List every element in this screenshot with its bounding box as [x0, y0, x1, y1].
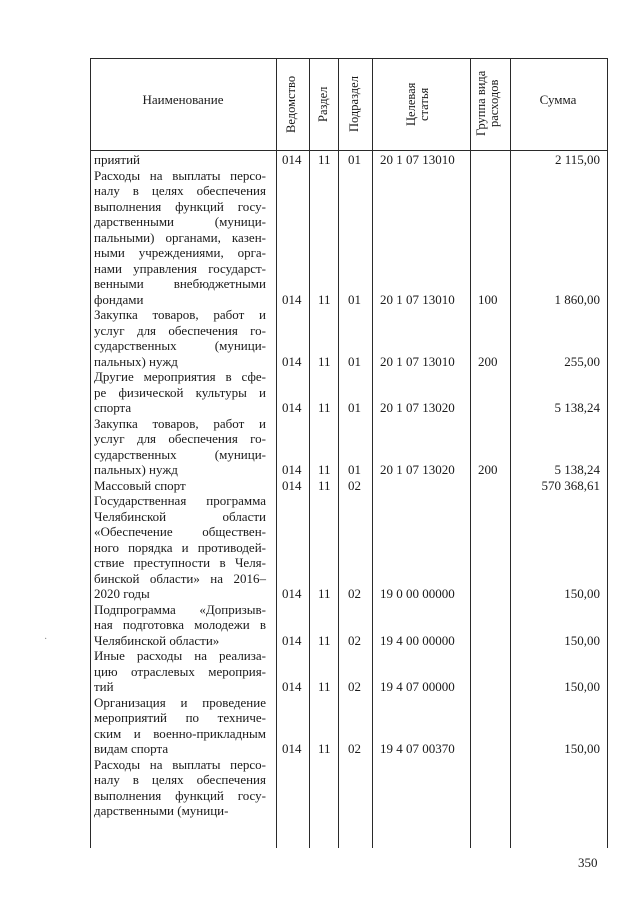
col-border-left — [90, 58, 91, 848]
subsection-cell: 01 — [348, 462, 361, 477]
col-border-subsection — [372, 58, 373, 848]
row-name-line: выполнения функций госу- — [94, 787, 266, 803]
department-cell: 014 — [282, 586, 302, 601]
col-border-department — [309, 58, 310, 848]
row-name-cell — [94, 307, 266, 369]
row-name-line: пальных) нужд — [94, 462, 178, 477]
target-article-cell: 19 4 07 00000 — [380, 679, 455, 694]
section-cell: 11 — [318, 291, 331, 307]
amount-cell: 255,00 — [564, 353, 600, 369]
col-border-target — [470, 58, 471, 848]
target-article-cell: 20 1 07 13010 — [380, 152, 455, 167]
row-name-cell — [94, 648, 266, 695]
target-article-cell: 20 1 07 13020 — [380, 462, 455, 477]
amount-cell: 150,00 — [564, 586, 600, 601]
row-name-line: видам спорта — [94, 741, 169, 756]
row-name-line: цию отраслевых мероприя- — [94, 663, 266, 679]
row-name-cell — [94, 416, 266, 478]
row-name-line: «Обеспечение обществен- — [94, 524, 266, 539]
row-name-cell — [94, 602, 266, 649]
department-cell: 014 — [282, 400, 302, 415]
row-name-line: дарственными (муници- — [94, 214, 266, 229]
department-cell: 014 — [282, 291, 302, 307]
section-cell: 11 — [318, 353, 331, 369]
row-name-cell — [94, 168, 266, 308]
row-name-line: мероприятий по техниче- — [94, 710, 266, 725]
row-name-line: приятий — [94, 152, 140, 167]
subsection-cell: 02 — [348, 679, 361, 694]
row-name-line: сударственных (муници- — [94, 338, 266, 353]
amount-cell: 570 368,61 — [541, 477, 600, 493]
header-department: Ведомство — [284, 75, 298, 133]
row-name-line: услуг для обеспечения го- — [94, 322, 266, 338]
row-name-line: ским и военно-прикладным — [94, 725, 266, 741]
row-name-line: венными внебюджетными — [94, 276, 266, 291]
row-name-cell — [94, 152, 266, 168]
section-cell: 11 — [318, 632, 331, 648]
section-cell: 11 — [318, 586, 331, 601]
row-name-line: Государственная программа — [94, 493, 266, 508]
amount-cell: 150,00 — [564, 679, 600, 694]
amount-cell: 5 138,24 — [554, 400, 600, 415]
department-cell: 014 — [282, 741, 302, 756]
header-amount: Сумма — [539, 92, 577, 107]
header-section: Раздел — [316, 86, 330, 122]
col-border-name — [276, 58, 277, 848]
department-cell: 014 — [282, 679, 302, 694]
department-cell: 014 — [282, 477, 302, 493]
expense-group-cell: 200 — [478, 462, 498, 477]
row-name-line: дарственными (муници- — [94, 803, 229, 818]
subsection-cell: 01 — [348, 291, 361, 307]
row-name-line: спорта — [94, 400, 132, 415]
target-article-cell: 20 1 07 13010 — [380, 353, 455, 369]
row-name-line: пальными) органами, казен- — [94, 229, 266, 245]
header-expense-group — [475, 60, 505, 146]
row-name-cell — [94, 369, 266, 416]
page-number: 350 — [578, 855, 598, 870]
target-article-cell: 20 1 07 13010 — [380, 291, 455, 307]
expense-group-cell: 200 — [478, 353, 498, 369]
row-name-line: ная подготовка молодежи в — [94, 617, 266, 632]
col-border-right — [607, 58, 608, 848]
row-name-line: пальных) нужд — [94, 353, 178, 369]
department-cell: 014 — [282, 632, 302, 648]
row-name-line: Организация и проведение — [94, 694, 266, 710]
amount-cell: 2 115,00 — [554, 152, 600, 167]
row-name-line: Массовый спорт — [94, 477, 186, 493]
row-name-line: фондами — [94, 291, 144, 307]
row-name-line: ствие преступности в Челя- — [94, 555, 266, 570]
row-name-line: 2020 годы — [94, 586, 150, 601]
section-cell: 11 — [318, 400, 331, 415]
row-name-line: выполнения функций госу- — [94, 198, 266, 214]
department-cell: 014 — [282, 353, 302, 369]
row-name-line: ными учреждениями, орга- — [94, 245, 266, 260]
row-name-cell — [94, 478, 266, 494]
subsection-cell: 01 — [348, 353, 361, 369]
department-cell: 014 — [282, 152, 302, 167]
row-name-line: тий — [94, 679, 114, 694]
subsection-cell: 01 — [348, 400, 361, 415]
row-name-line: сударственных (муници- — [94, 446, 266, 462]
row-name-cell — [94, 695, 266, 757]
header-subsection: Подраздел — [347, 76, 361, 132]
amount-cell: 1 860,00 — [554, 291, 600, 307]
section-cell: 11 — [318, 741, 331, 756]
subsection-cell: 02 — [348, 741, 361, 756]
row-name-line: ре физической культуры и — [94, 384, 266, 400]
row-name-line: Расходы на выплаты персо- — [94, 167, 266, 183]
header-bottom-border — [90, 150, 608, 151]
row-name-line: бинской области» на 2016– — [94, 570, 266, 586]
amount-cell: 5 138,24 — [554, 462, 600, 477]
expense-group-cell: 100 — [478, 291, 498, 307]
amount-cell: 150,00 — [564, 632, 600, 648]
row-name-line: Закупка товаров, работ и — [94, 415, 266, 431]
row-name-line: ного порядка и противодей- — [94, 539, 266, 555]
header-name: Наименование — [142, 92, 224, 107]
subsection-cell: 02 — [348, 632, 361, 648]
row-name-cell — [94, 757, 266, 819]
subsection-cell: 02 — [348, 477, 361, 493]
header-target-article — [405, 66, 435, 142]
row-name-line: услуг для обеспечения го- — [94, 431, 266, 446]
row-name-line: Закупка товаров, работ и — [94, 307, 266, 322]
row-name-line: Другие мероприятия в сфе- — [94, 369, 266, 384]
margin-mark: · — [44, 634, 48, 645]
row-name-line: налу в целях обеспечения — [94, 183, 266, 198]
table-top-border — [90, 58, 608, 59]
amount-cell: 150,00 — [564, 741, 600, 756]
section-cell: 11 — [318, 679, 331, 694]
row-name-line: Челябинской области — [94, 508, 266, 524]
header-target-article-text: Целевая статья — [404, 82, 431, 126]
row-name-cell — [94, 493, 266, 602]
section-cell: 11 — [318, 152, 331, 167]
section-cell: 11 — [318, 462, 331, 477]
row-name-line: Подпрограмма «Допризыв- — [94, 601, 266, 617]
target-article-cell: 19 4 00 00000 — [380, 632, 455, 648]
row-name-line: нами управления государст- — [94, 260, 266, 276]
col-border-section — [338, 58, 339, 848]
row-name-line: Иные расходы на реализа- — [94, 648, 266, 663]
col-border-group — [510, 58, 511, 848]
row-name-line: Челябинской области» — [94, 632, 220, 648]
target-article-cell: 19 4 07 00370 — [380, 741, 455, 756]
header-expense-group-text: Группа вида расходов — [474, 70, 501, 136]
target-article-cell: 19 0 00 00000 — [380, 586, 455, 601]
subsection-cell: 02 — [348, 586, 361, 601]
subsection-cell: 01 — [348, 152, 361, 167]
target-article-cell: 20 1 07 13020 — [380, 400, 455, 415]
department-cell: 014 — [282, 462, 302, 477]
section-cell: 11 — [318, 477, 331, 493]
row-name-line: Расходы на выплаты персо- — [94, 756, 266, 772]
row-name-line: налу в целях обеспечения — [94, 772, 266, 787]
